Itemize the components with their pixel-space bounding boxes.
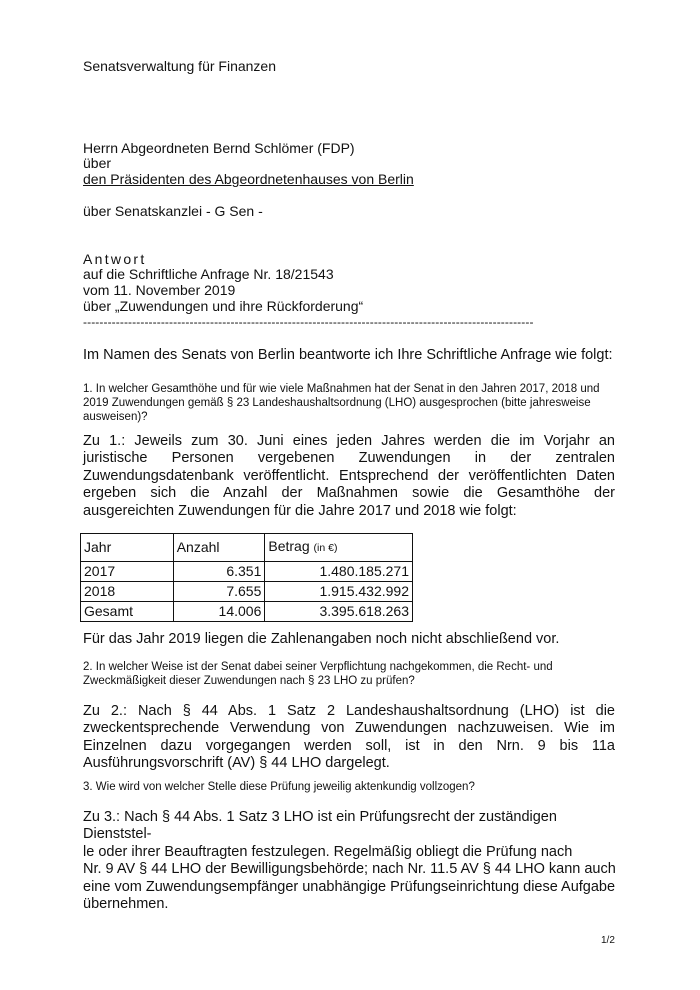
inquiry-number: auf die Schriftliche Anfrage Nr. 18/21543 (83, 266, 334, 282)
inquiry-date: vom 11. November 2019 (83, 282, 236, 298)
cell-amount: 1.480.185.271 (265, 562, 413, 582)
answer-3-line: le oder ihrer Beauftragten festzulegen. Regelmäßig obliegt die Prüfung nach (83, 843, 573, 860)
answer-3-line: übernehmen. (83, 896, 169, 913)
header-amount-label: Betrag (268, 538, 310, 554)
page-number: 1/2 (601, 935, 615, 946)
intro-text: Im Namen des Senats von Berlin beantworte ich Ihre Schriftliche Anfrage wie folgt: (83, 347, 613, 363)
question-1: 1. In welcher Gesamthöhe und für wie viele Maßnahmen hat der Senat in den Jahren 2017, 2018 und 2019 Zuwendungen gemäß § 23 Landeshaushaltsordnung (LHO) ausgesprochen (bitte jahresweise ausweisen)? (83, 383, 600, 423)
header-year: Jahr (81, 534, 174, 562)
cell-year: 2018 (81, 582, 174, 602)
cell-count: 14.006 (173, 602, 265, 622)
header-count: Anzahl (173, 534, 265, 562)
question-3: 3. Wie wird von welcher Stelle diese Prüfung jeweilig aktenkundig vollzogen? (83, 781, 475, 793)
cell-year: 2017 (81, 562, 174, 582)
recipient-via: über (83, 155, 112, 171)
recipient-name: Herrn Abgeordneten Bernd Schlömer (FDP) (83, 140, 355, 156)
sender-department: Senatsverwaltung für Finanzen (83, 58, 276, 74)
inquiry-subject: über „Zuwendungen und ihre Rückforderung“ (83, 298, 364, 314)
header-amount-unit: (in €) (313, 542, 338, 554)
answer-3 (83, 809, 623, 913)
cell-year: Gesamt (81, 602, 174, 622)
note-2019: Für das Jahr 2019 liegen die Zahlenangaben noch nicht abschließend vor. (83, 631, 560, 647)
answer-3-line: eine vom Zuwendungsempfänger unabhängige Prüfungseinrichtung diese Aufgabe (83, 878, 616, 895)
table-row (81, 562, 413, 582)
answer-heading: Antwort (83, 251, 147, 267)
answer-1: Zu 1.: Jeweils zum 30. Juni eines jeden Jahres werden die im Vorjahr an juristische Personen vergebenen Zuwendungen in der zentralen Zuwendungsdatenbank veröffentlicht. Entsprechend der veröffentlichten Daten ergeben sich die Anzahl der Maßnahmen sowie die Gesamthöhe der ausgereichten Zuwendungen für die Jahre 2017 und 2018 wie folgt: (83, 433, 615, 519)
answer-3-line: Nr. 9 AV § 44 LHO der Bewilligungsbehörde; nach Nr. 11.5 AV § 44 LHO kann auch (83, 861, 616, 878)
cell-count: 6.351 (173, 562, 265, 582)
table-row (81, 582, 413, 602)
header-amount (265, 534, 413, 562)
cell-amount: 3.395.618.263 (265, 602, 413, 622)
cell-amount: 1.915.432.992 (265, 582, 413, 602)
grants-table (80, 533, 413, 622)
question-2: 2. In welcher Weise ist der Senat dabei seiner Verpflichtung nachgekommen, die Recht- und Zweckmäßigkeit dieser Zuwendungen nach § 23 LHO zu prüfen? (83, 661, 553, 687)
table-header-row (81, 534, 413, 562)
table-row (81, 602, 413, 622)
cell-count: 7.655 (173, 582, 265, 602)
separator-line: -------------------------------------------------------------------------------------------------------------- (83, 315, 534, 329)
answer-3-line: Zu 3.: Nach § 44 Abs. 1 Satz 3 LHO ist ein Prüfungsrecht der zuständigen Dienststel- (83, 809, 557, 843)
recipient-president: den Präsidenten des Abgeordnetenhauses von Berlin (83, 171, 414, 187)
recipient-chancellery: über Senatskanzlei - G Sen - (83, 203, 263, 219)
answer-2: Zu 2.: Nach § 44 Abs. 1 Satz 2 Landeshaushaltsordnung (LHO) ist die zweckentsprechende Verwendung von Zuwendungen nachzuweisen. Wie im Einzelnen dazu vorgegangen werden soll, ist in den Nrn. 9 bis 11a Ausführungsvorschrift (AV) § 44 LHO dargelegt. (83, 703, 615, 772)
